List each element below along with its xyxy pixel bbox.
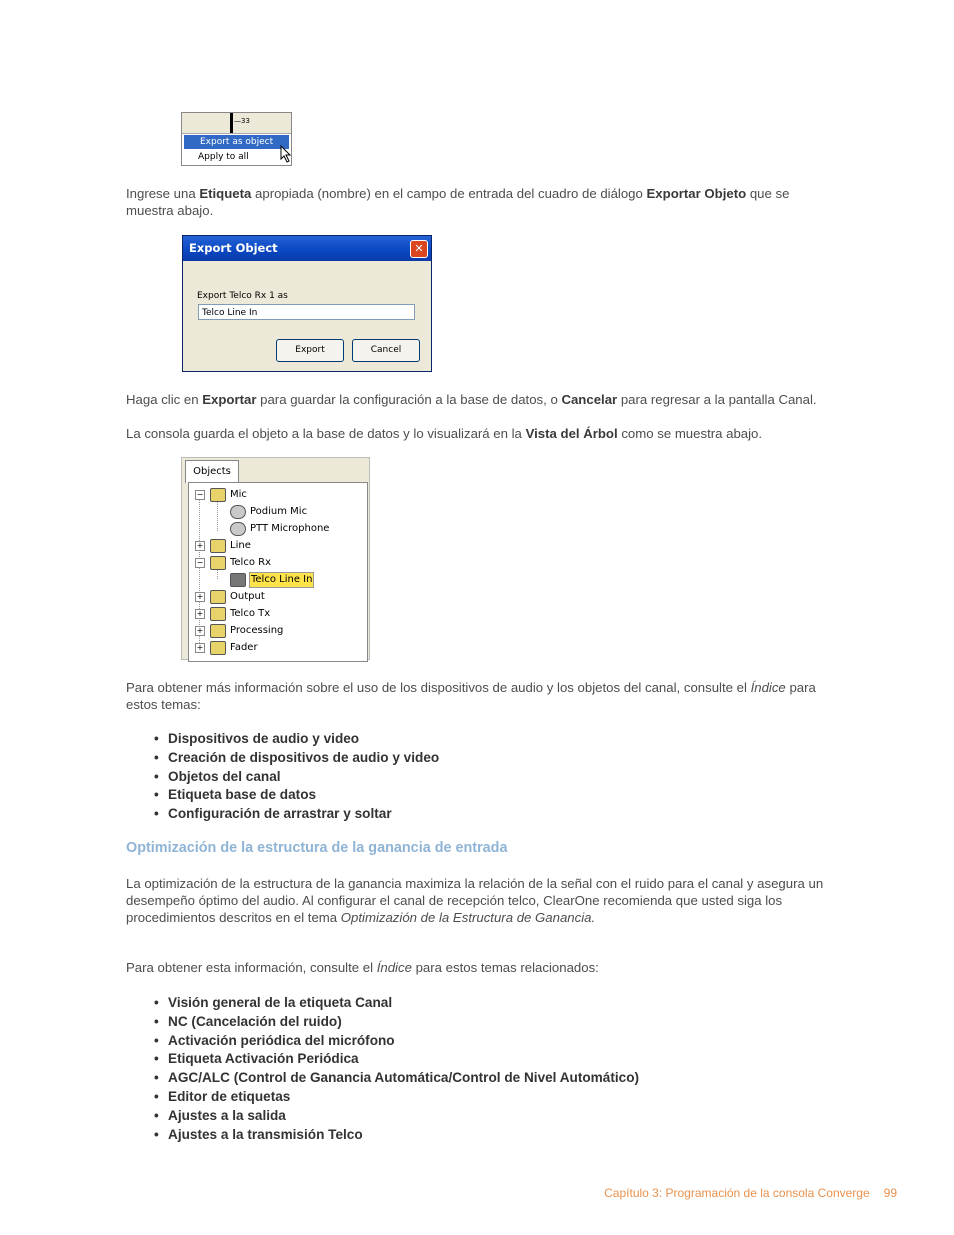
text: Para obtener esta información, consulte el bbox=[126, 960, 377, 975]
gain-structure-paragraph bbox=[126, 875, 834, 926]
text: como se muestra abajo. bbox=[617, 426, 763, 441]
list-item: • Ajustes a la transmisión Telco bbox=[154, 1126, 639, 1145]
telephone-icon bbox=[230, 573, 246, 587]
node-label-selected: Telco Line In bbox=[249, 572, 314, 588]
node-label: Telco Tx bbox=[230, 608, 271, 619]
expand-icon[interactable]: + bbox=[196, 626, 204, 635]
mic-folder-icon bbox=[210, 488, 226, 502]
fader-handle[interactable] bbox=[230, 113, 233, 133]
list-item: • Creación de dispositivos de audio y video bbox=[154, 749, 439, 768]
dialog-title-bar bbox=[183, 236, 431, 261]
italic-term: Optimizazión de la Estructura de Ganancia. bbox=[340, 910, 596, 925]
topic-list-1 bbox=[154, 730, 439, 824]
node-label: PTT Microphone bbox=[250, 523, 330, 534]
expand-icon[interactable]: + bbox=[196, 592, 204, 601]
cursor-icon bbox=[280, 145, 292, 163]
expand-icon[interactable]: + bbox=[196, 609, 204, 618]
telco-tx-folder-icon bbox=[210, 607, 226, 621]
list-item: • Ajustes a la salida bbox=[154, 1107, 639, 1126]
collapse-icon[interactable]: − bbox=[196, 490, 204, 499]
node-label: Telco Rx bbox=[230, 557, 272, 568]
list-item: • AGC/ALC (Control de Ganancia Automática/Control de Nivel Automático) bbox=[154, 1069, 639, 1088]
cancel-button[interactable]: Cancel bbox=[352, 339, 420, 362]
collapse-icon[interactable]: − bbox=[196, 558, 204, 567]
section-heading: Optimización de la estructura de la ganancia de entrada bbox=[126, 840, 508, 856]
bold-term: Cancelar bbox=[561, 392, 618, 407]
text: La optimización de la estructura de la ganancia maximiza la relación de la señal con el ruido para el canal y asegura un desempeño óptimo del audio. Al configurar el canal de recepción telco, ClearOne recomienda que usted siga los procedimientos descritos en el tema bbox=[126, 876, 824, 925]
list-item: • Etiqueta Activación Periódica bbox=[154, 1050, 639, 1069]
text: La consola guarda el objeto a la base de datos y lo visualizará en la bbox=[126, 426, 526, 441]
topic-list-2 bbox=[154, 994, 639, 1144]
text: para regresar a la pantalla Canal. bbox=[617, 392, 817, 407]
tree-view bbox=[188, 482, 368, 662]
tree-view-paragraph bbox=[126, 425, 834, 442]
node-label: Output bbox=[230, 591, 265, 602]
list-item: • Etiqueta base de datos bbox=[154, 786, 439, 805]
tab-objects[interactable]: Objects bbox=[185, 460, 239, 483]
related-topics-paragraph bbox=[126, 959, 834, 976]
text: Para obtener más información sobre el uso de los dispositivos de audio y los objetos del canal, consulte el bbox=[126, 680, 751, 695]
microphone-icon bbox=[230, 522, 246, 536]
node-label: Fader bbox=[230, 642, 258, 653]
list-item: • Editor de etiquetas bbox=[154, 1088, 639, 1107]
list-item: • Dispositivos de audio y video bbox=[154, 730, 439, 749]
objects-tree-screenshot bbox=[181, 457, 370, 660]
list-item: • NC (Cancelación del ruido) bbox=[154, 1013, 639, 1032]
node-label: Podium Mic bbox=[250, 506, 308, 517]
bold-term: Etiqueta bbox=[199, 186, 252, 201]
processing-folder-icon bbox=[210, 624, 226, 638]
intro-paragraph bbox=[126, 185, 834, 219]
node-label: Processing bbox=[230, 625, 284, 636]
dialog-title: Export Object bbox=[189, 241, 278, 255]
line-folder-icon bbox=[210, 539, 226, 553]
text: Ingrese una bbox=[126, 186, 200, 201]
text: que se muestra abajo. bbox=[126, 186, 790, 218]
bold-term: Vista del Árbol bbox=[525, 426, 618, 441]
menu-item-export-as-object[interactable]: Export as object bbox=[184, 135, 289, 149]
tree-connector bbox=[217, 497, 218, 531]
more-info-paragraph bbox=[126, 679, 834, 713]
export-object-dialog bbox=[182, 235, 432, 372]
fader-folder-icon bbox=[210, 641, 226, 655]
export-name-input[interactable]: Telco Line In bbox=[198, 304, 415, 320]
fader-strip bbox=[182, 113, 291, 134]
node-label: Line bbox=[230, 540, 251, 551]
speaker-folder-icon bbox=[210, 590, 226, 604]
list-item: • Visión general de la etiqueta Canal bbox=[154, 994, 639, 1013]
text: Haga clic en bbox=[126, 392, 203, 407]
context-menu-screenshot bbox=[181, 112, 292, 166]
export-label: Export Telco Rx 1 as bbox=[197, 291, 288, 301]
page-number: 99 bbox=[883, 1186, 897, 1200]
expand-icon[interactable]: + bbox=[196, 643, 204, 652]
text: para estos temas: bbox=[126, 680, 816, 712]
list-item: • Activación periódica del micrófono bbox=[154, 1032, 639, 1051]
expand-icon[interactable]: + bbox=[196, 541, 204, 550]
menu-item-apply-to-all[interactable]: Apply to all bbox=[198, 152, 249, 162]
list-item: • Objetos del canal bbox=[154, 768, 439, 787]
close-icon[interactable]: ✕ bbox=[410, 240, 428, 258]
text: apropiada (nombre) en el campo de entrada del cuadro de diálogo bbox=[251, 186, 647, 201]
bold-term: Exportar bbox=[202, 392, 257, 407]
telco-rx-folder-icon bbox=[210, 556, 226, 570]
italic-term: Índice bbox=[750, 680, 786, 695]
export-button[interactable]: Export bbox=[276, 339, 344, 362]
microphone-icon bbox=[230, 505, 246, 519]
tree-connector bbox=[199, 497, 200, 647]
italic-term: Índice bbox=[376, 960, 412, 975]
node-label: Mic bbox=[230, 489, 247, 500]
text: para estos temas relacionados: bbox=[411, 960, 599, 975]
export-instructions bbox=[126, 391, 834, 408]
text: para guardar la configuración a la base de datos, o bbox=[256, 392, 562, 407]
bold-term: Exportar Objeto bbox=[646, 186, 747, 201]
chapter-title: Capítulo 3: Programación de la consola Converge bbox=[604, 1186, 870, 1200]
page-footer bbox=[604, 1186, 897, 1200]
scale-mark: —33 bbox=[234, 117, 250, 125]
list-item: • Configuración de arrastrar y soltar bbox=[154, 805, 439, 824]
